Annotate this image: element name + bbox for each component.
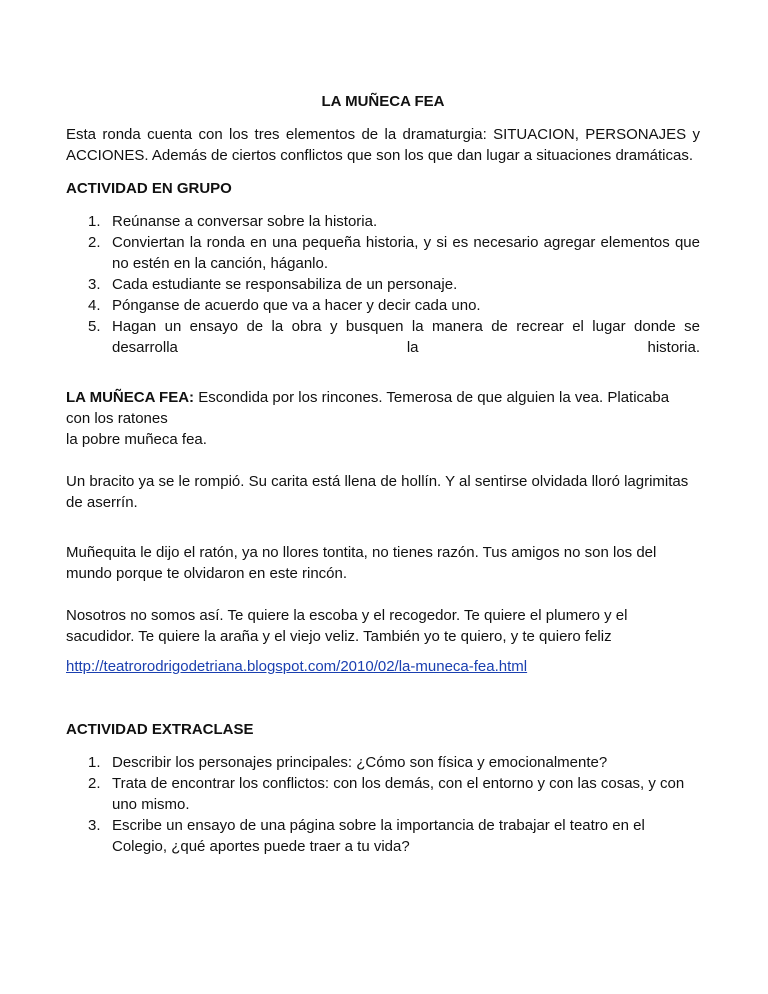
source-link[interactable]: http://teatrorodrigodetriana.blogspot.com/2010/02/la-muneca-fea.html <box>66 658 528 675</box>
document-title: LA MUÑECA FEA <box>321 93 445 110</box>
list-item-text: Pónganse de acuerdo que va a hacer y decir cada uno. <box>112 297 481 314</box>
extra-activity-list <box>66 752 700 857</box>
song-stanza-3: Muñequita le dijo el ratón, ya no llores tontita, no tienes razón. Tus amigos no son los del <box>66 544 657 561</box>
list-item <box>66 211 700 232</box>
list-item-number: 3. <box>88 817 101 834</box>
song-stanza-1 <box>66 387 700 408</box>
song-stanza-4: Nosotros no somos así. Te quiere la escoba y el recogedor. Te quiere el plumero y el <box>66 607 628 624</box>
list-item-text: Cada estudiante se responsabiliza de un personaje. <box>112 276 458 293</box>
group-activity-heading: ACTIVIDAD EN GRUPO <box>66 180 232 197</box>
song-label: LA MUÑECA FEA: <box>66 389 195 406</box>
list-item-number: 2. <box>88 775 101 792</box>
list-item-number: 1. <box>88 754 101 771</box>
song-stanza-2: Un bracito ya se le rompió. Su carita está llena de hollín. Y al sentirse olvidada lloró lagrimitas <box>66 473 689 490</box>
list-item <box>66 232 700 274</box>
song-line: de aserrín. <box>66 494 138 511</box>
group-activity-list <box>66 211 700 358</box>
list-item-number: 1. <box>88 213 101 230</box>
list-item-text: Trata de encontrar los conflictos: con los demás, con el entorno y con las cosas, y con uno mismo. <box>112 775 685 813</box>
song-line: sacudidor. Te quiere la araña y el viejo veliz. También yo te quiero, y te quiero feliz <box>66 628 612 645</box>
song-line: la pobre muñeca fea. <box>66 431 207 448</box>
list-item <box>66 316 700 358</box>
list-item <box>66 752 700 773</box>
list-item-number: 2. <box>88 234 101 251</box>
list-item-text: Reúnanse a conversar sobre la historia. <box>112 213 378 230</box>
list-item <box>66 815 700 857</box>
song-line: Escondida por los rincones. Temerosa de que alguien la vea. Platicaba <box>194 389 670 406</box>
list-item-text: Hagan un ensayo de la obra y busquen la manera de recrear el lugar donde se desarrolla la historia. <box>112 318 700 356</box>
document-page <box>66 91 700 857</box>
list-item <box>66 295 700 316</box>
list-item-number: 5. <box>88 318 101 335</box>
extra-activity-heading: ACTIVIDAD EXTRACLASE <box>66 721 254 738</box>
list-item-text: Describir los personajes principales: ¿Cómo son física y emocionalmente? <box>112 754 608 771</box>
list-item-text: Escribe un ensayo de una página sobre la importancia de trabajar el teatro en el Colegio, ¿qué aportes puede traer a tu vida? <box>112 817 645 855</box>
list-item <box>66 773 700 815</box>
song-line: con los ratones <box>66 410 168 427</box>
list-item <box>66 274 700 295</box>
list-item-number: 4. <box>88 297 101 314</box>
list-item-text: Conviertan la ronda en una pequeña historia, y si es necesario agregar elementos que no estén en la canción, háganlo. <box>112 234 700 272</box>
intro-paragraph: Esta ronda cuenta con los tres elementos de la dramaturgia: SITUACION, PERSONAJES y ACCIONES. Además de ciertos conflictos que son los que dan lugar a situaciones dramáticas. <box>66 126 700 164</box>
list-item-number: 3. <box>88 276 101 293</box>
song-line: mundo porque te olvidaron en este rincón. <box>66 565 348 582</box>
